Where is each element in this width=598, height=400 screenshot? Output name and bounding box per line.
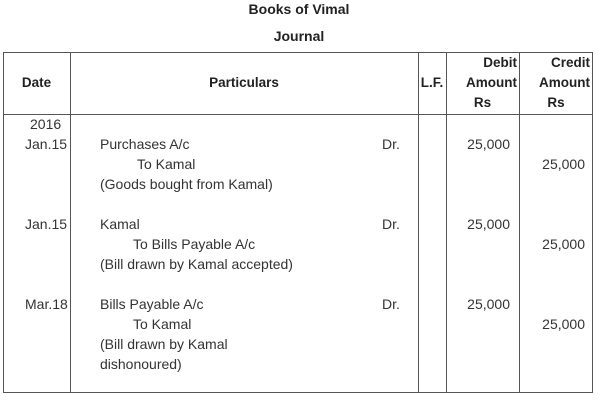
entry-1-dr: Dr. [382,136,400,152]
entry-1-narration: (Goods bought from Kamal) [100,176,273,192]
entry-1-credit-amount: 25,000 [542,156,585,172]
entry-2-dr: Dr. [382,216,400,232]
entry-3-narration-2: dishonoured) [100,356,182,372]
header-debit-1: Debit [483,55,517,70]
entry-3-debit-account: Bills Payable A/c [100,296,204,312]
header-lf: L.F. [420,75,444,90]
entry-3-date: Mar.18 [25,296,68,312]
entry-1-year: 2016 [30,116,62,132]
books-title: Books of Vimal [248,1,350,17]
entry-1-date: Jan.15 [25,136,68,152]
header-debit-2: Amount [466,75,517,90]
journal-title: Journal [273,28,325,44]
entry-2-credit-amount: 25,000 [542,236,585,252]
entry-3-credit-account: To Kamal [133,316,192,332]
entry-1-debit-account: Purchases A/c [100,136,190,152]
header-debit-3: Rs [473,95,492,110]
header-date: Date [21,75,52,90]
entry-2-credit-account: To Bills Payable A/c [133,236,256,252]
entry-1-debit-amount: 25,000 [467,136,510,152]
entry-3-dr: Dr. [382,296,400,312]
entry-3-narration-1: (Bill drawn by Kamal [100,336,228,352]
entry-2-debit-amount: 25,000 [467,216,510,232]
header-divider [3,114,593,115]
column-divider-date [70,52,71,393]
entry-3-debit-amount: 25,000 [467,296,510,312]
header-credit-2: Amount [539,75,590,90]
entry-2-debit-account: Kamal [100,216,140,232]
entry-2-narration: (Bill drawn by Kamal accepted) [100,256,293,272]
header-credit-1: Credit [550,55,590,70]
header-particulars: Particulars [209,75,279,90]
header-credit-3: Rs [547,95,565,110]
entry-3-credit-amount: 25,000 [542,316,585,332]
column-divider-particulars [418,52,419,393]
entry-2-date: Jan.15 [25,216,68,232]
entry-1-credit-account: To Kamal [137,156,196,172]
